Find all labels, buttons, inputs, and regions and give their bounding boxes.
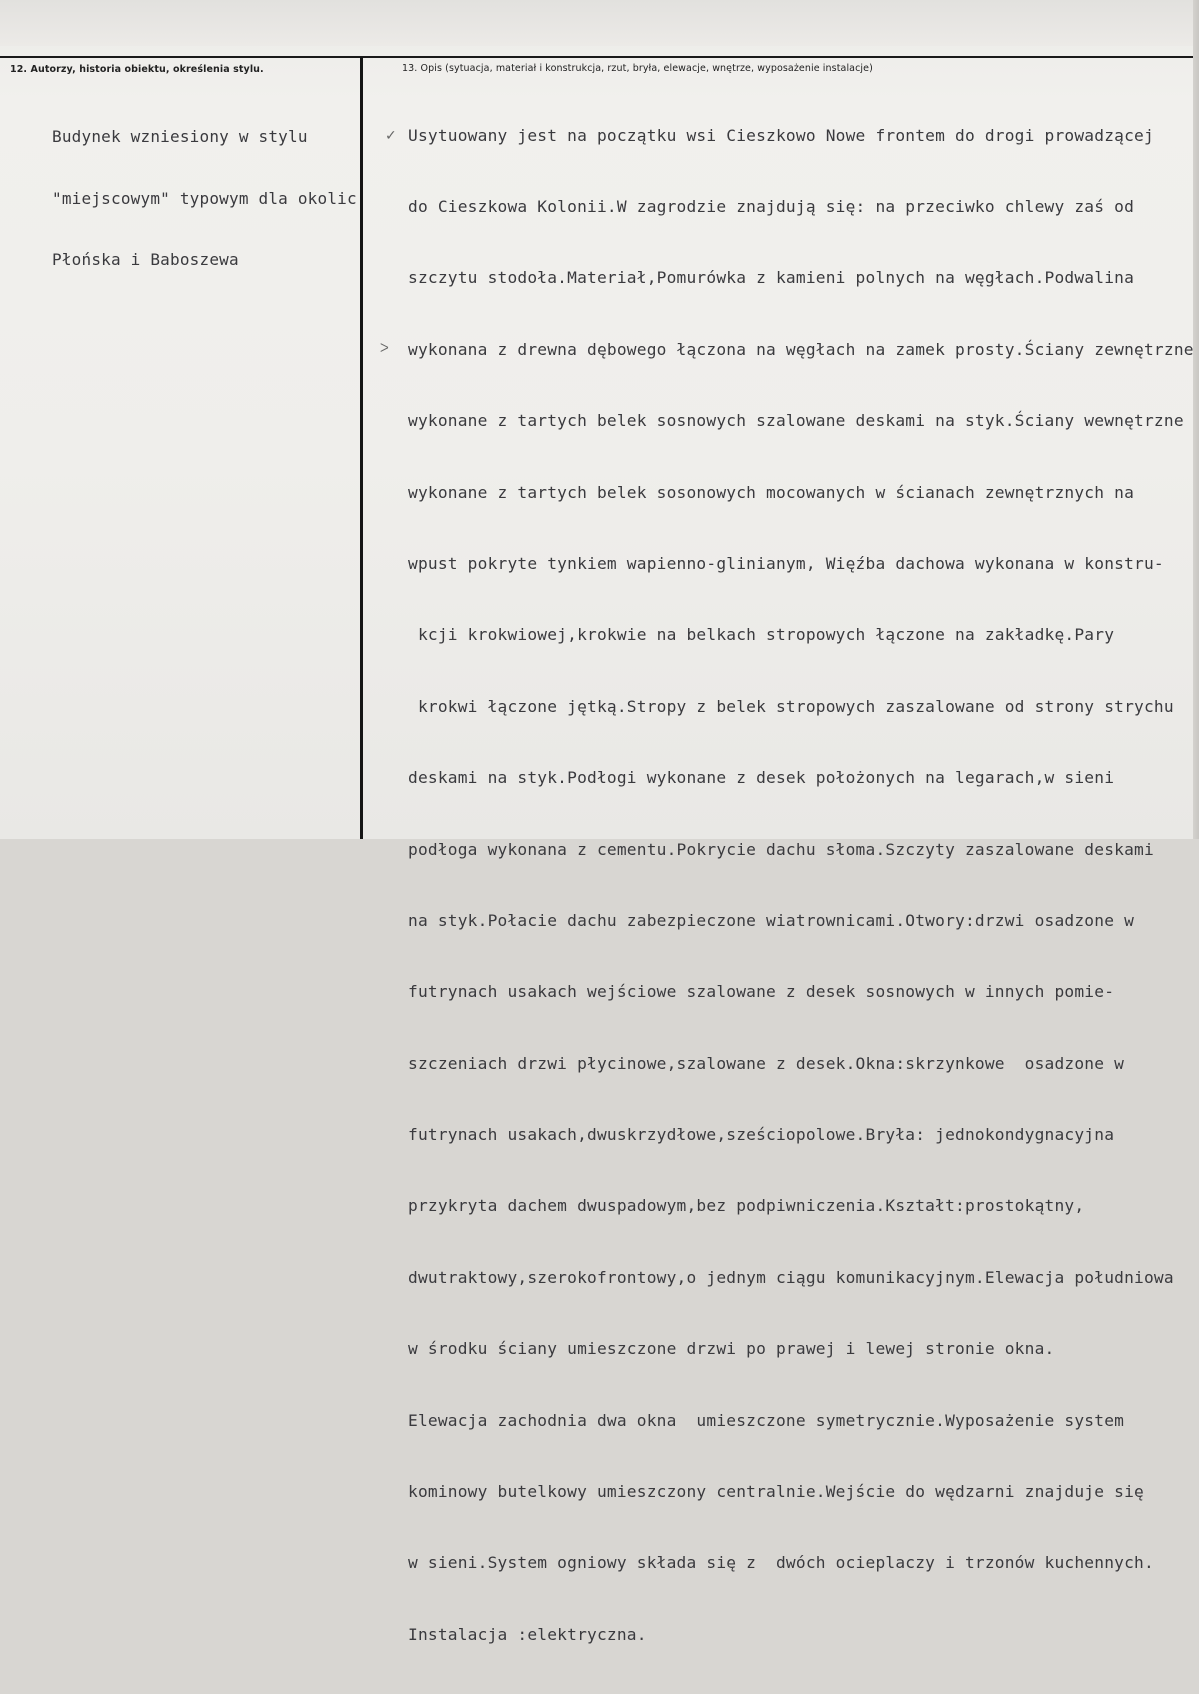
field-13-line: dwutraktowy,szerokofrontowy,o jednym ciągu komunikacyjnym.Elewacja południowa	[408, 1267, 1174, 1287]
field-13-line: deskami na styk.Podłogi wykonane z desek położonych na legarach,w sieni	[408, 768, 1115, 788]
field-12-line: Budynek wzniesiony w stylu	[52, 127, 308, 146]
field-13-line: kcji krokwiowej,krokwie na belkach stropowych łączone na zakładkę.Pary	[408, 625, 1115, 645]
field-13-line: wpust pokryte tynkiem wapienno-glinianym, Więźba dachowa wykonana w konstru-	[408, 553, 1164, 573]
column-divider	[360, 57, 363, 839]
field-13-line: w środku ściany umieszczone drzwi po prawej i lewej stronie okna.	[408, 1339, 1055, 1359]
field-13-content	[408, 76, 1194, 1694]
field-13-line: na styk.Połacie dachu zabezpieczone wiatrownicami.Otwory:drzwi osadzone w	[408, 910, 1135, 930]
field-13-line: Usytuowany jest na początku wsi Cieszkowo Nowe frontem do drogi prowadzącej	[408, 125, 1154, 145]
field-13-line: w sieni.System ogniowy składa się z dwóch ocieplaczy i trzonów kuchennych.	[408, 1553, 1154, 1573]
field-12-content	[52, 86, 358, 312]
field-13-line: szczytu stodoła.Materiał,Pomurówka z kamieni polnych na węgłach.Podwalina	[408, 268, 1135, 288]
field-13-line: Instalacja :elektryczna.	[408, 1624, 647, 1644]
field-13-line: futrynach usakach wejściowe szalowane z desek sosnowych w innych pomie-	[408, 982, 1115, 1002]
field-13-heading: 13. Opis (sytuacja, materiał i konstrukcja, rzut, bryła, elewacje, wnętrze, wyposażenie instalacje)	[402, 63, 873, 74]
field-13-line: do Cieszkowa Kolonii.W zagrodzie znajdują się: na przeciwko chlewy zaś od	[408, 196, 1135, 216]
field-13-line: wykonana z drewna dębowego łączona na węgłach na zamek prosty.Ściany zewnętrzne	[408, 339, 1194, 359]
field-12-line: Płońska i Baboszewa	[52, 250, 239, 269]
field-13-line: futrynach usakach,dwuskrzydłowe,sześciopolowe.Bryła: jednokondygnacyjna	[408, 1125, 1115, 1145]
horizontal-rule	[0, 56, 1199, 58]
field-13-line: wykonane z tartych belek sosonowych mocowanych w ścianach zewnętrznych na	[408, 482, 1135, 502]
paper-edge-shadow	[1193, 0, 1199, 839]
field-13-line: kominowy butelkowy umieszczony centralnie.Wejście do wędzarni znajduje się	[408, 1482, 1144, 1502]
field-13-line: przykryta dachem dwuspadowym,bez podpiwniczenia.Kształt:prostokątny,	[408, 1196, 1085, 1216]
margin-mark-icon: ᐳ	[380, 341, 389, 355]
field-13-line: wykonane z tartych belek sosnowych szalowane deskami na styk.Ściany wewnętrzne	[408, 411, 1184, 431]
field-13-line: podłoga wykonana z cementu.Pokrycie dachu słoma.Szczyty zaszalowane deskami	[408, 839, 1154, 859]
field-12-heading: 12. Autorzy, historia obiektu, określenia stylu.	[10, 64, 264, 75]
field-13-line: krokwi łączone jętką.Stropy z belek stropowych zaszalowane od strony strychu	[408, 696, 1174, 716]
field-12-line: "miejscowym" typowym dla okolic	[52, 188, 357, 208]
field-13-line: Elewacja zachodnia dwa okna umieszczone symetrycznie.Wyposażenie system	[408, 1410, 1125, 1430]
top-margin-strip	[0, 0, 1199, 46]
check-mark-icon: ✓	[385, 128, 397, 144]
field-13-line: szczeniach drzwi płycinowe,szalowane z desek.Okna:skrzynkowe osadzone w	[408, 1053, 1125, 1073]
